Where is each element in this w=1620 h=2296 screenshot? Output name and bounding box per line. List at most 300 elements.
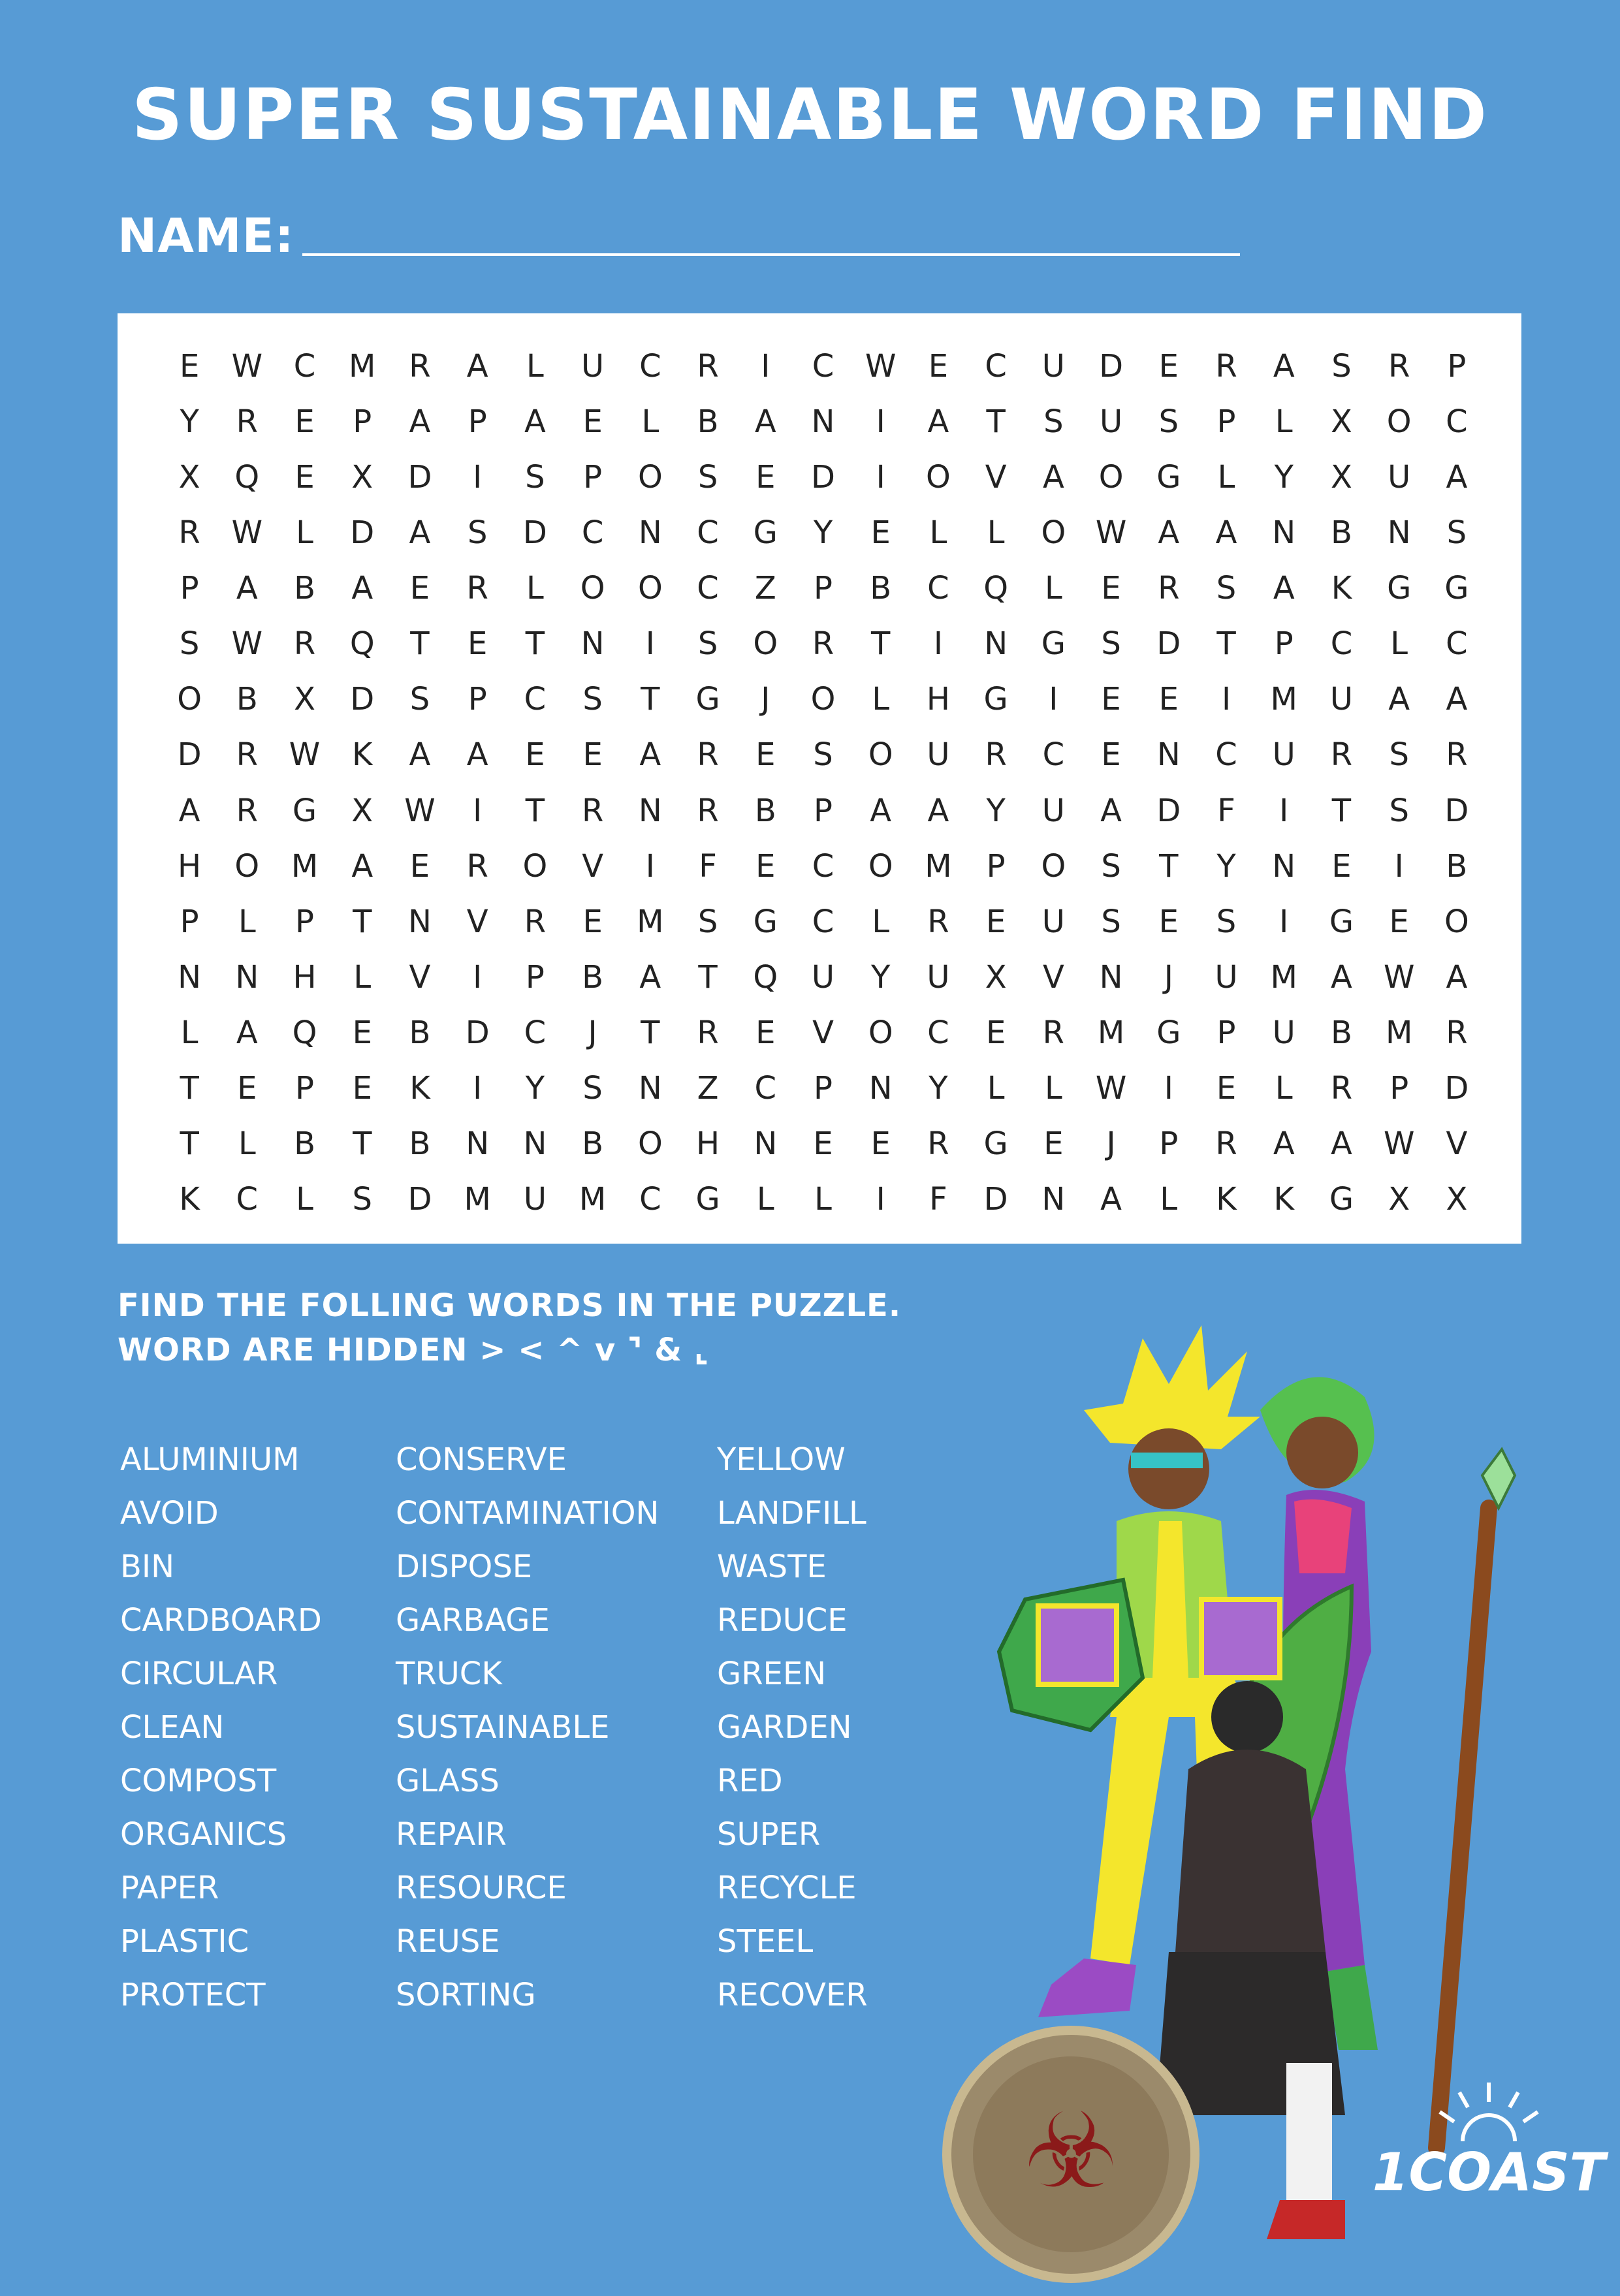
- grid-letter[interactable]: R: [812, 625, 834, 663]
- grid-letter[interactable]: A: [1388, 681, 1410, 718]
- grid-letter[interactable]: S: [1216, 570, 1237, 607]
- grid-letter[interactable]: U: [927, 736, 950, 774]
- grid-letter[interactable]: S: [179, 625, 200, 663]
- grid-letter[interactable]: P: [1159, 1125, 1179, 1163]
- grid-letter[interactable]: S: [1216, 903, 1237, 940]
- grid-letter[interactable]: L: [238, 1125, 256, 1163]
- grid-letter[interactable]: E: [1158, 347, 1179, 385]
- grid-letter[interactable]: A: [870, 792, 892, 829]
- grid-letter[interactable]: U: [1272, 736, 1295, 774]
- grid-letter[interactable]: T: [353, 1125, 372, 1163]
- grid-letter[interactable]: D: [522, 514, 547, 551]
- grid-letter[interactable]: C: [639, 347, 661, 385]
- grid-letter[interactable]: K: [409, 1070, 430, 1107]
- grid-letter[interactable]: C: [524, 681, 547, 718]
- grid-letter[interactable]: R: [466, 847, 488, 885]
- grid-letter[interactable]: A: [524, 403, 546, 440]
- grid-letter[interactable]: D: [350, 681, 375, 718]
- grid-letter[interactable]: O: [637, 570, 663, 607]
- grid-letter[interactable]: K: [179, 1181, 200, 1218]
- grid-letter[interactable]: S: [1331, 347, 1352, 385]
- grid-letter[interactable]: L: [814, 1181, 832, 1218]
- grid-letter[interactable]: L: [1275, 1070, 1293, 1107]
- grid-letter[interactable]: V: [1446, 1125, 1468, 1163]
- grid-letter[interactable]: R: [178, 514, 200, 551]
- grid-letter[interactable]: A: [1446, 958, 1468, 996]
- grid-letter[interactable]: O: [1041, 514, 1066, 551]
- grid-letter[interactable]: U: [1388, 458, 1411, 495]
- grid-letter[interactable]: Y: [525, 1070, 545, 1107]
- grid-letter[interactable]: O: [234, 847, 260, 885]
- grid-letter[interactable]: R: [293, 625, 316, 663]
- grid-letter[interactable]: X: [351, 792, 373, 829]
- grid-letter[interactable]: R: [1158, 570, 1180, 607]
- grid-letter[interactable]: E: [813, 1125, 833, 1163]
- grid-letter[interactable]: O: [868, 736, 893, 774]
- grid-letter[interactable]: K: [352, 736, 373, 774]
- grid-letter[interactable]: E: [1101, 570, 1121, 607]
- grid-letter[interactable]: O: [1098, 458, 1124, 495]
- grid-letter[interactable]: I: [473, 1070, 483, 1107]
- grid-letter[interactable]: E: [294, 403, 315, 440]
- grid-letter[interactable]: R: [697, 347, 719, 385]
- grid-letter[interactable]: U: [1329, 681, 1354, 718]
- grid-letter[interactable]: T: [871, 625, 891, 663]
- grid-letter[interactable]: A: [178, 792, 200, 829]
- grid-letter[interactable]: G: [1041, 625, 1066, 663]
- grid-letter[interactable]: S: [813, 736, 833, 774]
- grid-letter[interactable]: R: [697, 736, 719, 774]
- grid-letter[interactable]: S: [525, 458, 545, 495]
- grid-letter[interactable]: D: [407, 1181, 432, 1218]
- grid-letter[interactable]: F: [699, 847, 717, 885]
- grid-letter[interactable]: Y: [1216, 847, 1236, 885]
- grid-letter[interactable]: C: [524, 1014, 547, 1052]
- grid-letter[interactable]: R: [1446, 736, 1468, 774]
- grid-letter[interactable]: S: [409, 681, 430, 718]
- grid-letter[interactable]: E: [1389, 903, 1409, 940]
- grid-letter[interactable]: O: [753, 625, 778, 663]
- grid-letter[interactable]: G: [695, 1181, 720, 1218]
- grid-letter[interactable]: I: [876, 403, 885, 440]
- grid-letter[interactable]: U: [1041, 903, 1065, 940]
- grid-letter[interactable]: I: [1279, 792, 1289, 829]
- grid-letter[interactable]: S: [1101, 903, 1121, 940]
- grid-letter[interactable]: E: [1158, 681, 1179, 718]
- grid-letter[interactable]: S: [1101, 847, 1121, 885]
- grid-letter[interactable]: C: [754, 1070, 777, 1107]
- grid-letter[interactable]: N: [1156, 736, 1181, 774]
- grid-letter[interactable]: C: [293, 347, 316, 385]
- grid-letter[interactable]: L: [180, 1014, 199, 1052]
- grid-letter[interactable]: A: [1042, 458, 1064, 495]
- grid-letter[interactable]: S: [467, 514, 488, 551]
- grid-letter[interactable]: A: [236, 1014, 258, 1052]
- grid-letter[interactable]: V: [812, 1014, 834, 1052]
- grid-letter[interactable]: O: [1386, 403, 1412, 440]
- grid-letter[interactable]: G: [753, 514, 778, 551]
- grid-letter[interactable]: A: [1100, 792, 1122, 829]
- grid-letter[interactable]: R: [1215, 1125, 1237, 1163]
- grid-letter[interactable]: W: [1383, 958, 1415, 996]
- grid-letter[interactable]: L: [987, 514, 1005, 551]
- grid-letter[interactable]: N: [1272, 847, 1296, 885]
- grid-letter[interactable]: T: [180, 1070, 199, 1107]
- grid-letter[interactable]: R: [409, 347, 431, 385]
- grid-letter[interactable]: E: [1158, 903, 1179, 940]
- grid-letter[interactable]: I: [1049, 681, 1058, 718]
- grid-letter[interactable]: Z: [754, 570, 776, 607]
- grid-letter[interactable]: J: [1164, 958, 1173, 996]
- grid-letter[interactable]: G: [1387, 570, 1412, 607]
- grid-letter[interactable]: V: [582, 847, 604, 885]
- grid-letter[interactable]: P: [1447, 347, 1467, 385]
- grid-letter[interactable]: M: [1270, 958, 1297, 996]
- grid-letter[interactable]: A: [466, 736, 488, 774]
- grid-letter[interactable]: S: [582, 681, 603, 718]
- grid-letter[interactable]: C: [985, 347, 1007, 385]
- grid-letter[interactable]: X: [1388, 1181, 1410, 1218]
- grid-letter[interactable]: F: [929, 1181, 947, 1218]
- grid-letter[interactable]: E: [352, 1070, 372, 1107]
- grid-letter[interactable]: Y: [929, 1070, 948, 1107]
- grid-letter[interactable]: L: [1044, 1070, 1062, 1107]
- grid-letter[interactable]: L: [1160, 1181, 1178, 1218]
- grid-letter[interactable]: G: [983, 1125, 1008, 1163]
- grid-letter[interactable]: K: [1331, 570, 1352, 607]
- grid-letter[interactable]: S: [697, 903, 718, 940]
- grid-letter[interactable]: C: [1330, 625, 1353, 663]
- grid-letter[interactable]: M: [925, 847, 952, 885]
- grid-letter[interactable]: D: [1444, 792, 1469, 829]
- grid-letter[interactable]: C: [697, 514, 719, 551]
- grid-letter[interactable]: R: [1215, 347, 1237, 385]
- grid-letter[interactable]: O: [637, 1125, 663, 1163]
- grid-letter[interactable]: I: [473, 958, 483, 996]
- grid-letter[interactable]: L: [872, 681, 890, 718]
- grid-letter[interactable]: I: [933, 625, 943, 663]
- grid-letter[interactable]: A: [1273, 570, 1295, 607]
- grid-letter[interactable]: W: [231, 347, 263, 385]
- grid-letter[interactable]: E: [582, 736, 603, 774]
- grid-letter[interactable]: A: [1215, 514, 1237, 551]
- grid-letter[interactable]: E: [1216, 1070, 1237, 1107]
- grid-letter[interactable]: E: [870, 1125, 891, 1163]
- grid-letter[interactable]: L: [872, 903, 890, 940]
- grid-letter[interactable]: A: [1100, 1181, 1122, 1218]
- grid-letter[interactable]: C: [927, 570, 949, 607]
- grid-letter[interactable]: P: [295, 903, 314, 940]
- grid-letter[interactable]: W: [1095, 1070, 1127, 1107]
- grid-letter[interactable]: N: [868, 1070, 893, 1107]
- grid-letter[interactable]: L: [1217, 458, 1235, 495]
- grid-letter[interactable]: G: [1156, 1014, 1181, 1052]
- grid-letter[interactable]: W: [289, 736, 321, 774]
- grid-letter[interactable]: F: [1217, 792, 1235, 829]
- grid-letter[interactable]: T: [525, 792, 545, 829]
- grid-letter[interactable]: W: [231, 514, 263, 551]
- grid-letter[interactable]: L: [756, 1181, 774, 1218]
- grid-letter[interactable]: N: [1099, 958, 1123, 996]
- grid-letter[interactable]: E: [755, 847, 776, 885]
- grid-letter[interactable]: R: [927, 903, 949, 940]
- grid-letter[interactable]: L: [526, 347, 544, 385]
- grid-letter[interactable]: R: [236, 403, 258, 440]
- grid-letter[interactable]: G: [292, 792, 317, 829]
- grid-letter[interactable]: E: [409, 847, 430, 885]
- grid-letter[interactable]: R: [697, 792, 719, 829]
- name-input-line[interactable]: [302, 253, 1240, 256]
- grid-letter[interactable]: P: [583, 458, 603, 495]
- grid-letter[interactable]: C: [1446, 625, 1468, 663]
- grid-letter[interactable]: M: [349, 347, 376, 385]
- grid-letter[interactable]: N: [466, 1125, 490, 1163]
- grid-letter[interactable]: A: [927, 792, 949, 829]
- grid-letter[interactable]: N: [580, 625, 605, 663]
- grid-letter[interactable]: E: [468, 625, 488, 663]
- grid-letter[interactable]: A: [754, 403, 776, 440]
- grid-letter[interactable]: C: [812, 347, 834, 385]
- grid-letter[interactable]: M: [291, 847, 319, 885]
- grid-letter[interactable]: U: [1041, 347, 1065, 385]
- grid-letter[interactable]: N: [523, 1125, 547, 1163]
- grid-letter[interactable]: O: [810, 681, 836, 718]
- grid-letter[interactable]: Y: [986, 792, 1006, 829]
- grid-letter[interactable]: L: [296, 514, 313, 551]
- grid-letter[interactable]: A: [1446, 458, 1468, 495]
- grid-letter[interactable]: T: [1331, 792, 1352, 829]
- grid-letter[interactable]: L: [353, 958, 372, 996]
- grid-letter[interactable]: X: [351, 458, 373, 495]
- grid-letter[interactable]: V: [985, 458, 1007, 495]
- grid-letter[interactable]: E: [870, 514, 891, 551]
- grid-letter[interactable]: N: [638, 1070, 662, 1107]
- grid-letter[interactable]: R: [524, 903, 547, 940]
- grid-letter[interactable]: M: [637, 903, 664, 940]
- grid-letter[interactable]: K: [1273, 1181, 1294, 1218]
- grid-letter[interactable]: T: [1216, 625, 1236, 663]
- grid-letter[interactable]: P: [1274, 625, 1294, 663]
- grid-letter[interactable]: O: [580, 570, 605, 607]
- grid-letter[interactable]: D: [983, 1181, 1008, 1218]
- grid-letter[interactable]: S: [1389, 736, 1409, 774]
- grid-letter[interactable]: V: [409, 958, 431, 996]
- grid-letter[interactable]: I: [1394, 847, 1404, 885]
- grid-letter[interactable]: L: [1390, 625, 1408, 663]
- grid-letter[interactable]: G: [1444, 570, 1469, 607]
- grid-letter[interactable]: A: [409, 514, 431, 551]
- grid-letter[interactable]: H: [696, 1125, 720, 1163]
- grid-letter[interactable]: L: [238, 903, 256, 940]
- grid-letter[interactable]: P: [814, 570, 833, 607]
- grid-letter[interactable]: C: [1446, 403, 1468, 440]
- grid-letter[interactable]: A: [1158, 514, 1180, 551]
- grid-letter[interactable]: S: [1101, 625, 1121, 663]
- grid-letter[interactable]: M: [1385, 1014, 1413, 1052]
- grid-letter[interactable]: E: [179, 347, 200, 385]
- grid-letter[interactable]: A: [1331, 958, 1352, 996]
- grid-letter[interactable]: E: [582, 403, 603, 440]
- grid-letter[interactable]: C: [1215, 736, 1237, 774]
- grid-letter[interactable]: G: [1329, 1181, 1354, 1218]
- grid-letter[interactable]: O: [1041, 847, 1066, 885]
- grid-letter[interactable]: M: [1270, 681, 1297, 718]
- grid-letter[interactable]: W: [231, 625, 263, 663]
- grid-letter[interactable]: P: [814, 792, 833, 829]
- grid-letter[interactable]: N: [408, 903, 432, 940]
- grid-letter[interactable]: I: [473, 458, 483, 495]
- grid-letter[interactable]: I: [1279, 903, 1289, 940]
- grid-letter[interactable]: P: [295, 1070, 314, 1107]
- grid-letter[interactable]: X: [1331, 458, 1352, 495]
- grid-letter[interactable]: S: [352, 1181, 372, 1218]
- grid-letter[interactable]: U: [811, 958, 835, 996]
- grid-letter[interactable]: E: [755, 736, 776, 774]
- grid-letter[interactable]: D: [811, 458, 835, 495]
- grid-letter[interactable]: X: [1331, 403, 1352, 440]
- grid-letter[interactable]: S: [697, 458, 718, 495]
- grid-letter[interactable]: E: [755, 458, 776, 495]
- grid-letter[interactable]: H: [926, 681, 950, 718]
- grid-letter[interactable]: R: [927, 1125, 949, 1163]
- grid-letter[interactable]: O: [868, 847, 893, 885]
- grid-letter[interactable]: M: [464, 1181, 491, 1218]
- grid-letter[interactable]: L: [296, 1181, 313, 1218]
- grid-letter[interactable]: N: [235, 958, 259, 996]
- grid-letter[interactable]: D: [1099, 347, 1124, 385]
- grid-letter[interactable]: E: [237, 1070, 257, 1107]
- grid-letter[interactable]: R: [1330, 1070, 1353, 1107]
- grid-letter[interactable]: P: [1216, 1014, 1236, 1052]
- grid-letter[interactable]: C: [812, 903, 834, 940]
- grid-letter[interactable]: T: [353, 903, 372, 940]
- grid-letter[interactable]: I: [473, 792, 483, 829]
- grid-letter[interactable]: U: [1100, 403, 1123, 440]
- grid-letter[interactable]: C: [927, 1014, 949, 1052]
- grid-letter[interactable]: D: [465, 1014, 490, 1052]
- grid-letter[interactable]: W: [1383, 1125, 1415, 1163]
- grid-letter[interactable]: P: [986, 847, 1006, 885]
- grid-letter[interactable]: R: [1042, 1014, 1065, 1052]
- grid-letter[interactable]: D: [1444, 1070, 1469, 1107]
- grid-letter[interactable]: P: [468, 403, 487, 440]
- grid-letter[interactable]: R: [1330, 736, 1353, 774]
- grid-letter[interactable]: R: [985, 736, 1007, 774]
- grid-letter[interactable]: B: [1446, 847, 1468, 885]
- grid-letter[interactable]: S: [1043, 403, 1064, 440]
- grid-letter[interactable]: T: [525, 625, 545, 663]
- grid-letter[interactable]: P: [525, 958, 545, 996]
- grid-letter[interactable]: A: [409, 403, 431, 440]
- grid-letter[interactable]: S: [1446, 514, 1467, 551]
- grid-letter[interactable]: E: [755, 1014, 776, 1052]
- grid-letter[interactable]: N: [638, 792, 662, 829]
- grid-letter[interactable]: T: [641, 1014, 660, 1052]
- grid-letter[interactable]: X: [294, 681, 315, 718]
- grid-letter[interactable]: A: [1446, 681, 1468, 718]
- grid-letter[interactable]: E: [985, 1014, 1006, 1052]
- grid-letter[interactable]: C: [812, 847, 834, 885]
- grid-letter[interactable]: E: [409, 570, 430, 607]
- grid-letter[interactable]: H: [293, 958, 317, 996]
- grid-letter[interactable]: V: [466, 903, 488, 940]
- grid-letter[interactable]: C: [236, 1181, 259, 1218]
- grid-letter[interactable]: O: [177, 681, 202, 718]
- grid-letter[interactable]: L: [526, 570, 544, 607]
- grid-letter[interactable]: Y: [180, 403, 199, 440]
- grid-letter[interactable]: L: [1044, 570, 1062, 607]
- grid-letter[interactable]: R: [466, 570, 488, 607]
- grid-letter[interactable]: S: [582, 1070, 603, 1107]
- grid-letter[interactable]: U: [1272, 1014, 1295, 1052]
- grid-letter[interactable]: N: [1041, 1181, 1066, 1218]
- grid-letter[interactable]: L: [1275, 403, 1293, 440]
- grid-letter[interactable]: E: [525, 736, 545, 774]
- grid-letter[interactable]: E: [928, 347, 949, 385]
- grid-letter[interactable]: E: [985, 903, 1006, 940]
- grid-letter[interactable]: G: [1329, 903, 1354, 940]
- grid-letter[interactable]: Y: [1274, 458, 1294, 495]
- grid-letter[interactable]: R: [1446, 1014, 1468, 1052]
- grid-letter[interactable]: A: [1273, 1125, 1295, 1163]
- grid-letter[interactable]: M: [1097, 1014, 1125, 1052]
- grid-letter[interactable]: P: [180, 903, 199, 940]
- grid-letter[interactable]: C: [639, 1181, 661, 1218]
- grid-letter[interactable]: X: [985, 958, 1007, 996]
- grid-letter[interactable]: Q: [292, 1014, 317, 1052]
- grid-letter[interactable]: T: [410, 625, 430, 663]
- grid-letter[interactable]: E: [1331, 847, 1352, 885]
- grid-letter[interactable]: W: [404, 792, 436, 829]
- grid-letter[interactable]: O: [868, 1014, 893, 1052]
- grid-letter[interactable]: P: [353, 403, 372, 440]
- grid-letter[interactable]: C: [581, 514, 604, 551]
- grid-letter[interactable]: P: [1216, 403, 1236, 440]
- grid-letter[interactable]: E: [1101, 736, 1121, 774]
- grid-letter[interactable]: T: [986, 403, 1006, 440]
- grid-letter[interactable]: A: [1273, 347, 1295, 385]
- grid-letter[interactable]: R: [697, 1014, 719, 1052]
- grid-letter[interactable]: I: [761, 347, 770, 385]
- grid-letter[interactable]: A: [927, 403, 949, 440]
- grid-letter[interactable]: G: [1156, 458, 1181, 495]
- grid-letter[interactable]: I: [645, 847, 655, 885]
- grid-letter[interactable]: B: [1330, 514, 1352, 551]
- grid-letter[interactable]: A: [639, 958, 661, 996]
- grid-letter[interactable]: B: [409, 1125, 431, 1163]
- grid-letter[interactable]: I: [645, 625, 655, 663]
- grid-letter[interactable]: N: [811, 403, 835, 440]
- grid-letter[interactable]: S: [697, 625, 718, 663]
- grid-letter[interactable]: P: [1390, 1070, 1409, 1107]
- grid-letter[interactable]: D: [1156, 792, 1181, 829]
- grid-letter[interactable]: L: [929, 514, 947, 551]
- grid-letter[interactable]: O: [1444, 903, 1469, 940]
- grid-letter[interactable]: O: [522, 847, 548, 885]
- grid-letter[interactable]: I: [1221, 681, 1231, 718]
- grid-letter[interactable]: T: [641, 681, 660, 718]
- grid-letter[interactable]: Z: [697, 1070, 719, 1107]
- grid-letter[interactable]: B: [236, 681, 258, 718]
- grid-letter[interactable]: N: [178, 958, 202, 996]
- grid-letter[interactable]: K: [1216, 1181, 1237, 1218]
- grid-letter[interactable]: X: [178, 458, 200, 495]
- grid-letter[interactable]: L: [641, 403, 659, 440]
- grid-letter[interactable]: B: [1330, 1014, 1352, 1052]
- grid-letter[interactable]: J: [761, 681, 770, 718]
- grid-letter[interactable]: J: [588, 1014, 597, 1052]
- grid-letter[interactable]: A: [1331, 1125, 1352, 1163]
